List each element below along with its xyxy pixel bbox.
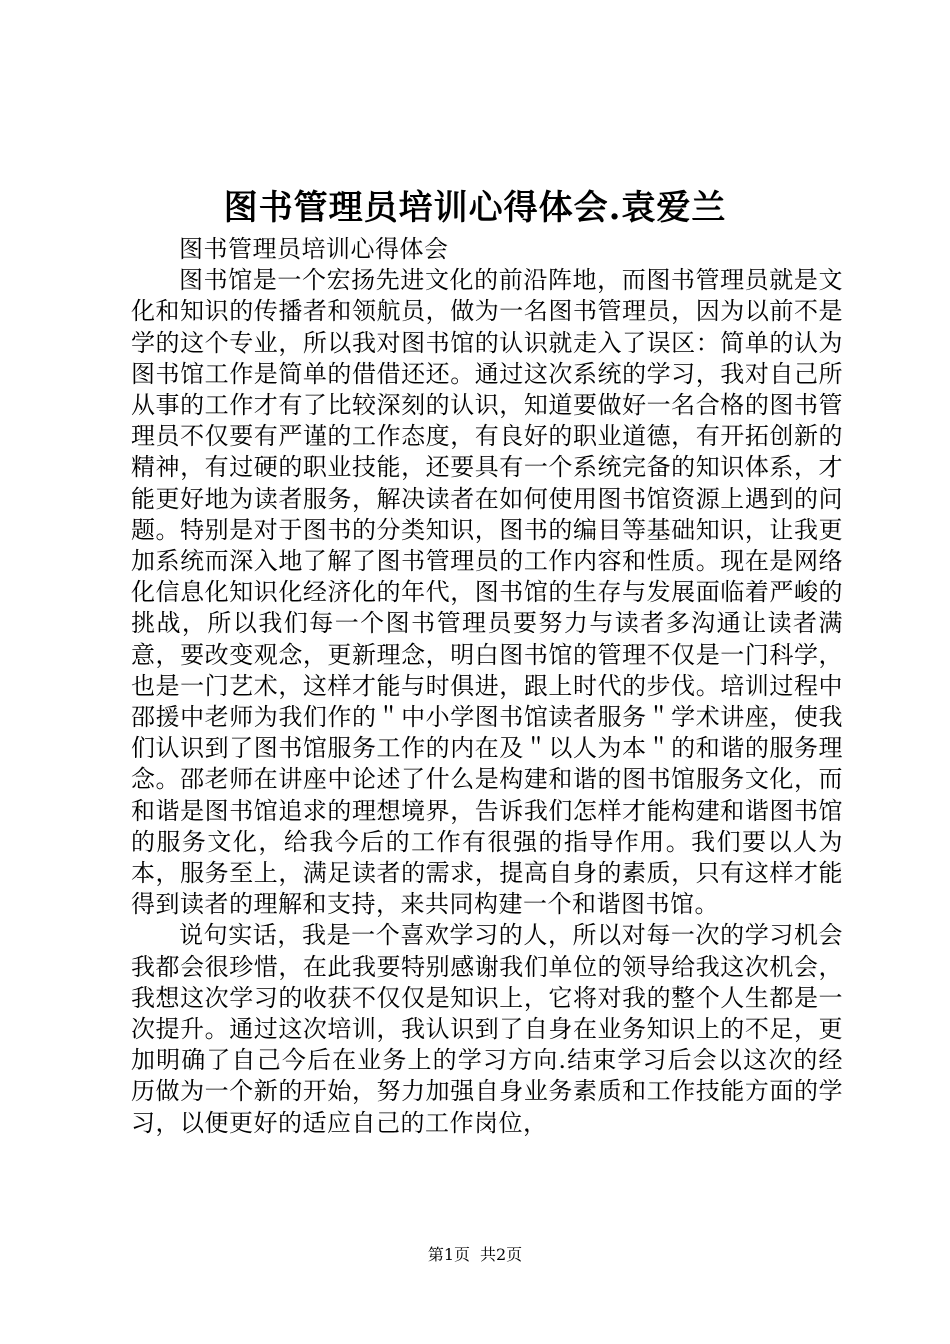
- page-number: 第1页: [427, 1245, 470, 1264]
- paragraph-1: 图书馆是一个宏扬先进文化的前沿阵地，而图书管理员就是文化和知识的传播者和领航员，做为一名图书管理员，因为以前不是学的这个专业，所以我对图书馆的认识就走入了误区：简单的认为图书馆工作是简单的借借还还。通过这次系统的学习，我对自己所从事的工作才有了比较深刻的认识，知道要做好一名合格的图书管理员不仅要有严谨的工作态度，有良好的职业道德，有开拓创新的精神，有过硬的职业技能，还要具有一个系统完备的知识体系，才能更好地为读者服务，解决读者在如何使用图书馆资源上遇到的问题。特别是对于图书的分类知识，图书的编目等基础知识，让我更加系统而深入地了解了图书管理员的工作内容和性质。现在是网络化信息化知识化经济化的年代，图书馆的生存与发展面临着严峻的挑战，所以我们每一个图书管理员要努力与读者多沟通让读者满意，要改变观念，更新理念，明白图书馆的管理不仅是一门科学，也是一门艺术，这样才能与时俱进，跟上时代的步伐。培训过程中邵援中老师为我们作的＂中小学图书馆读者服务＂学术讲座，使我们认识到了图书馆服务工作的内在及＂以人为本＂的和谐的服务理念。邵老师在讲座中论述了什么是构建和谐的图书馆服务文化，而和谐是图书馆追求的理想境界，告诉我们怎样才能构建和谐图书馆的服务文化，给我今后的工作有很强的指导作用。我们要以人为本，服务至上，满足读者的需求，提高自身的素质，只有这样才能得到读者的理解和支持，来共同构建一个和谐图书馆。: [131, 266, 843, 919]
- page-footer: [0, 1243, 950, 1267]
- page-total: 共2页: [480, 1245, 523, 1264]
- document-body: [131, 234, 843, 1139]
- document-title: 图书管理员培训心得体会.袁爱兰: [223, 188, 727, 228]
- paragraph-subtitle: 图书管理员培训心得体会: [179, 235, 449, 263]
- paragraph-2: 说句实话，我是一个喜欢学习的人，所以对每一次的学习机会我都会很珍惜，在此我要特别感谢我们单位的领导给我这次机会，我想这次学习的收获不仅仅是知识上，它将对我的整个人生都是一次提升。通过这次培训，我认识到了自身在业务知识上的不足，更加明确了自己今后在业务上的学习方向.结束学习后会以这次的经历做为一个新的开始，努力加强自身业务素质和工作技能方面的学习，以便更好的适应自己的工作岗位，: [131, 921, 843, 1137]
